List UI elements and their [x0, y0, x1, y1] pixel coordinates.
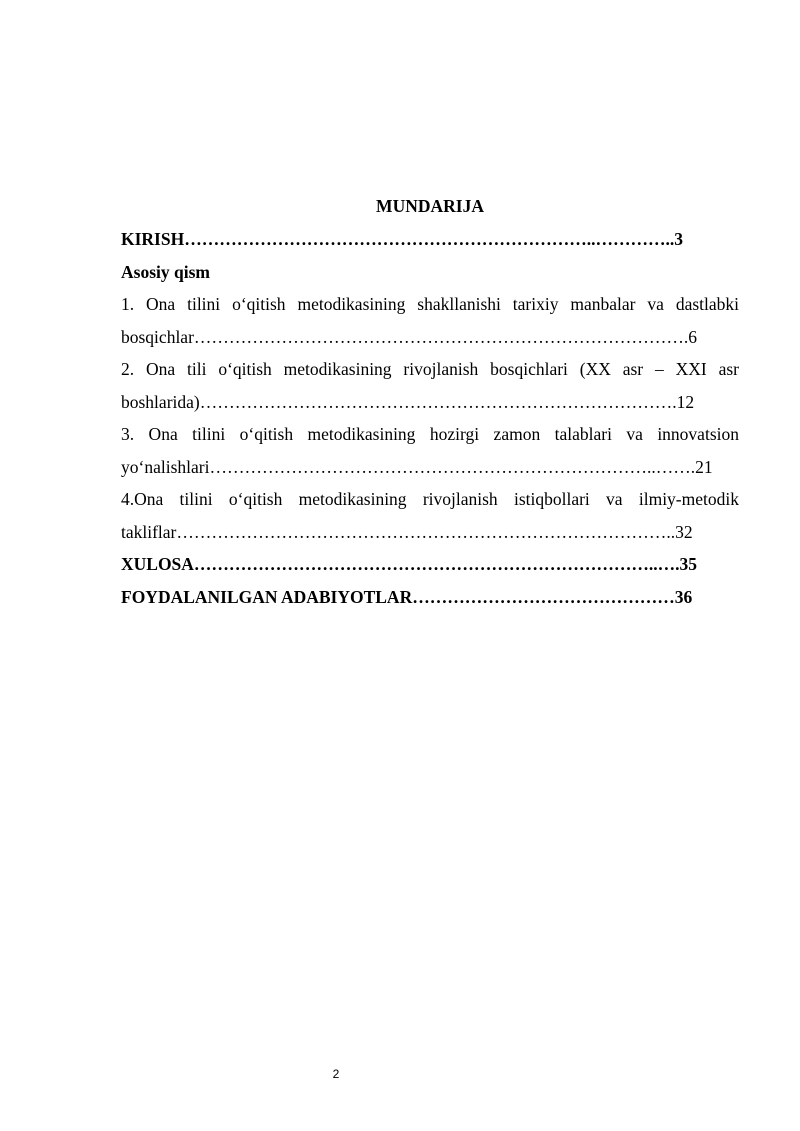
toc-entry-2-line-2: boshlarida)……………………………………………………………………….12 — [121, 391, 695, 412]
toc-entry-xulosa: XULOSA……………………………………………………………………..….35 — [121, 554, 698, 574]
toc-entry-3-line-2: yo‘nalishlari…………………………………………………………………..…….21 — [121, 456, 713, 477]
toc-entry-4-line-1: 4.Ona tilini o‘qitish metodikasining rivojlanish istiqbollari va ilmiy-metodik — [121, 489, 739, 509]
toc-entry-2-line-1: 2. Ona tili o‘qitish metodikasining rivojlanish bosqichlari (XX asr – XXI asr — [121, 359, 739, 379]
page-title: MUNDARIJA — [376, 196, 484, 216]
toc-entry-1-line-1: 1. Ona tilini o‘qitish metodikasining shakllanishi tarixiy manbalar va dastlabki — [121, 294, 739, 314]
toc-entry-3-line-1: 3. Ona tilini o‘qitish metodikasining hozirgi zamon talablari va innovatsion — [121, 424, 739, 444]
toc-entry-kirish: KIRISH……………………………………………………………..…………..3 — [121, 229, 683, 249]
toc-entry-1-line-2: bosqichlar………………………………………………………………………….6 — [121, 326, 698, 347]
section-heading: Asosiy qism — [121, 261, 210, 282]
toc-entry-adabiyotlar: FOYDALANILGAN ADABIYOTLAR………………………………………36 — [121, 586, 693, 607]
table-of-contents — [121, 194, 739, 613]
page-number: 2 — [332, 1067, 340, 1081]
toc-entry-4-line-2: takliflar…………………………………………………………………………..32 — [121, 521, 693, 542]
